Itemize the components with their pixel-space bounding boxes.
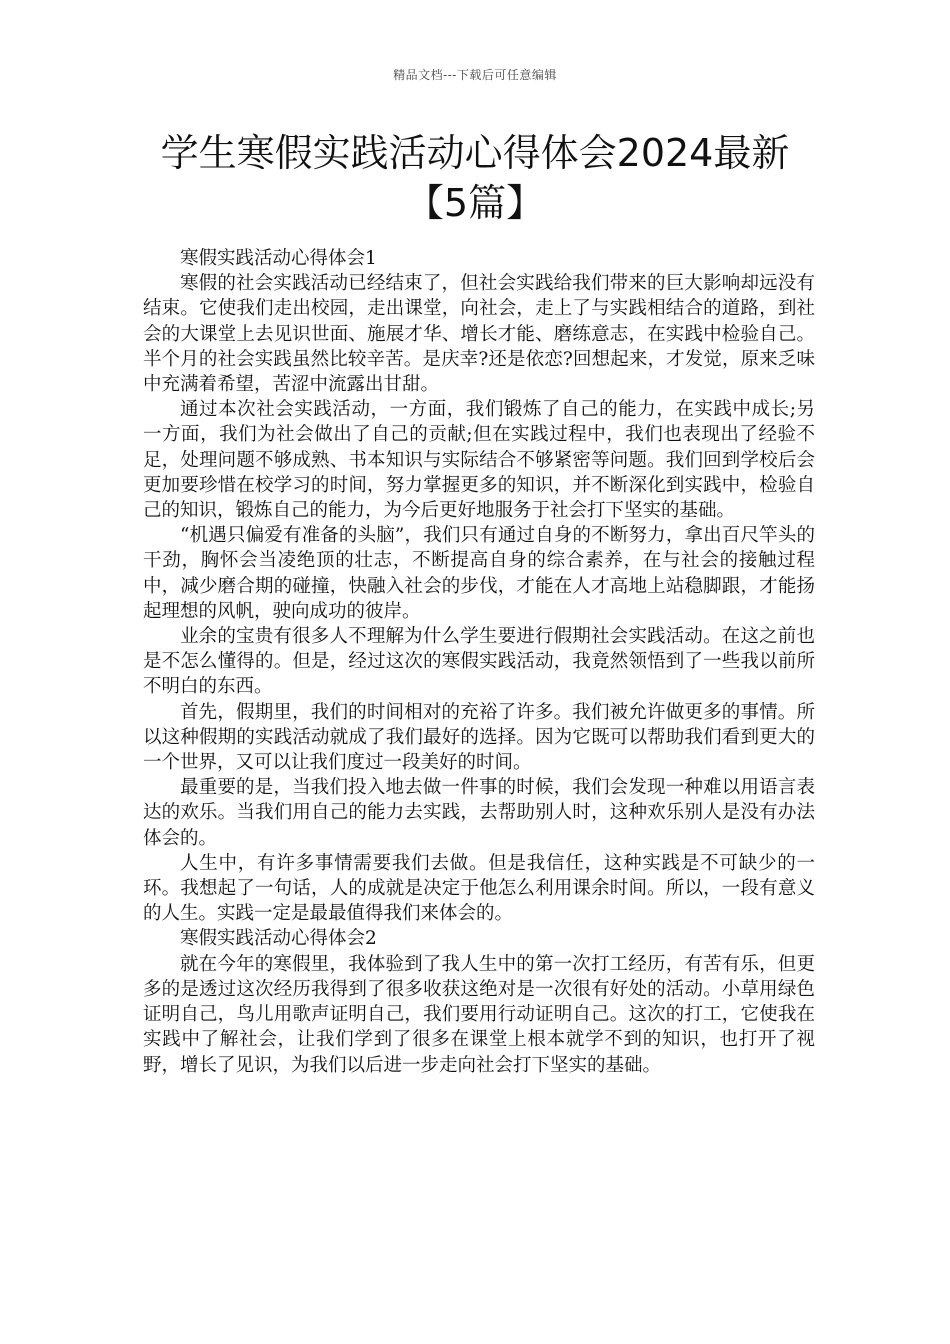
section-heading-2: 寒假实践活动心得体会2 <box>180 928 377 950</box>
paragraph: 人生中，有许多事情需要我们去做。但是我信任，这种实践是不可缺少的一环。我想起了一句话，人的成就是决定于他怎么利用课余时间。所以，一段有意义的人生。实践一定是最最值得我们来体会的。 <box>143 852 815 925</box>
title-line-1: 学生寒假实践活动心得体会2024最新 <box>160 131 790 175</box>
paragraph: 就在今年的寒假里，我体验到了我人生中的第一次打工经历，有苦有乐，但更多的是透过这次经历我得到了很多收获这绝对是一次很有好处的活动。小草用绿色证明自己，鸟儿用歌声证明自己，我们要用行动证明自己。这次的打工，它使我在实践中了解社会，让我们学到了很多在课堂上根本就学不到的知识，也打开了视野，增长了见识，为我们以后进一步走向社会打下坚实的基础。 <box>143 953 815 1076</box>
paragraph: 业余的宝贵有很多人不理解为什么学生要进行假期社会实践活动。在这之前也是不怎么懂得的。但是，经过这次的寒假实践活动，我竟然领悟到了一些我以前所不明白的东西。 <box>143 626 815 698</box>
paragraph: 最重要的是，当我们投入地去做一件事的时候，我们会发现一种难以用语言表达的欢乐。当我们用自己的能力去实践，去帮助别人时，这种欢乐别人是没有办法体会的。 <box>143 777 815 849</box>
paragraph: 首先，假期里，我们的时间相对的充裕了许多。我们被允许做更多的事情。所以这种假期的实践活动就成了我们最好的选择。因为它既可以帮助我们看到更大的一个世界，又可以让我们度过一段美好的时间。 <box>143 701 815 774</box>
title-line-2: 【5篇】 <box>405 181 545 225</box>
paragraph: 通过本次社会实践活动，一方面，我们锻炼了自己的能力，在实践中成长;另一方面，我们为社会做出了自己的贡献;但在实践过程中，我们也表现出了经验不足，处理问题不够成熟、书本知识与实际结合不够紧密等问题。我们回到学校后会更加要珍惜在校学习的时间，努力掌握更多的知识，并不断深化到实践中，检验自己的知识，锻炼自己的能力，为今后更好地服务于社会打下坚实的基础。 <box>143 399 815 522</box>
document-body <box>143 246 815 1078</box>
document-title <box>100 128 850 228</box>
paragraph: “机遇只偏爱有准备的头脑”，我们只有通过自身的不断努力，拿出百尺竿头的干劲，胸怀会当凌绝顶的壮志，不断提高自身的综合素养，在与社会的接触过程中，减少磨合期的碰撞，快融入社会的步伐，才能在人才高地上站稳脚跟，才能扬起理想的风帆，驶向成功的彼岸。 <box>143 525 815 622</box>
paragraph: 寒假的社会实践活动已经结束了，但社会实践给我们带来的巨大影响却远没有结束。它使我们走出校园，走出课堂，向社会，走上了与实践相结合的道路，到社会的大课堂上去见识世面、施展才华、增长才能、磨练意志，在实践中检验自己。半个月的社会实践虽然比较辛苦。是庆幸?还是依恋?回想起来，才发觉，原来乏味中充满着希望，苦涩中流露出甘甜。 <box>143 273 815 396</box>
section-heading-1: 寒假实践活动心得体会1 <box>180 248 377 269</box>
header-note: 精品文档---下载后可任意编辑 <box>393 68 557 82</box>
